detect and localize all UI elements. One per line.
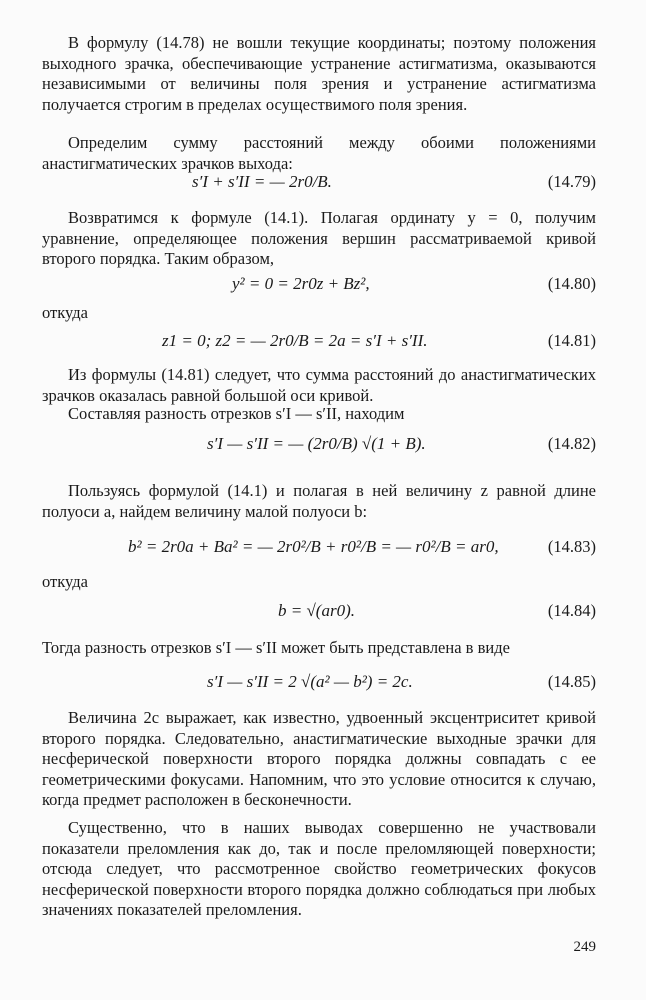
paragraph-5: Составляя разность отрезков s′I — s′II, находим [68, 404, 405, 423]
paragraph-7: Тогда разность отрезков s′I — s′II может быть представлена в виде [42, 638, 510, 657]
paragraph-1: В формулу (14.78) не вошли текущие координаты; поэтому положения выходного зрачка, обеспечивающие устранение астигматизма, оказываются независимыми от величины поля зрения и устранение астигматизма получается строгим в пределах осуществимого поля зрения. [42, 33, 596, 114]
equation-14-83 [42, 537, 596, 563]
paragraph-6: Пользуясь формулой (14.1) и полагая в ней величину z равной длине полуоси a, найдем величину малой полуоси b: [42, 481, 596, 521]
paragraph-3: Возвратимся к формуле (14.1). Полагая ординату y = 0, получим уравнение, определяющее положения вершин рассматриваемой кривой второго порядка. Таким образом, [42, 208, 596, 268]
equation-expression: b = √(ar0). [278, 601, 355, 620]
equation-number: (14.80) [547, 274, 596, 293]
paragraph-4: Из формулы (14.81) следует, что сумма расстояний до анастигматических зрачков оказалась равной большой оси кривой. [42, 365, 596, 405]
equation-expression: y² = 0 = 2r0z + Bz², [232, 274, 370, 293]
equation-14-79 [42, 172, 596, 198]
equation-number: (14.82) [547, 434, 596, 453]
equation-number: (14.85) [547, 672, 596, 691]
equation-14-81 [42, 331, 596, 357]
equation-number: (14.84) [547, 601, 596, 620]
equation-14-82 [42, 434, 596, 460]
paragraph-9: Существенно, что в наших выводах совершенно не участвовали показатели преломления как до, так и после преломляющей поверхности; отсюда следует, что рассмотренное свойство геометрических фокусов несферической поверхности второго порядка должно соблюдаться при любых значениях показателей преломления. [42, 818, 596, 919]
equation-expression: s′I + s′II = — 2r0/B. [192, 172, 332, 191]
equation-expression: z1 = 0; z2 = — 2r0/B = 2a = s′I + s′II. [162, 331, 428, 350]
equation-expression: s′I — s′II = 2 √(a² — b²) = 2c. [207, 672, 413, 691]
equation-expression: b² = 2r0a + Ba² = — 2r0²/B + r0²/B = — r0²/B = ar0, [128, 537, 499, 556]
paragraph-8: Величина 2c выражает, как известно, удвоенный эксцентриситет кривой второго порядка. Следовательно, анастигматические выходные зрачки для несферической поверхности второго порядка должны совпадать с ее геометрическими фокусами. Напомним, что это условие относится к случаю, когда предмет расположен в бесконечности. [42, 708, 596, 809]
page-number: 249 [573, 939, 596, 955]
paragraph-2: Определим сумму расстояний между обоими положениями анастигматических зрачков выхода: [42, 133, 596, 173]
equation-14-80 [42, 274, 596, 300]
equation-14-85 [42, 672, 596, 698]
equation-number: (14.83) [547, 537, 596, 556]
equation-expression: s′I — s′II = — (2r0/B) √(1 + B). [207, 434, 426, 453]
equation-number: (14.81) [547, 331, 596, 350]
equation-number: (14.79) [547, 172, 596, 191]
paragraph-otkuda-1: откуда [42, 303, 88, 322]
paragraph-otkuda-2: откуда [42, 572, 88, 591]
equation-14-84 [42, 601, 596, 627]
